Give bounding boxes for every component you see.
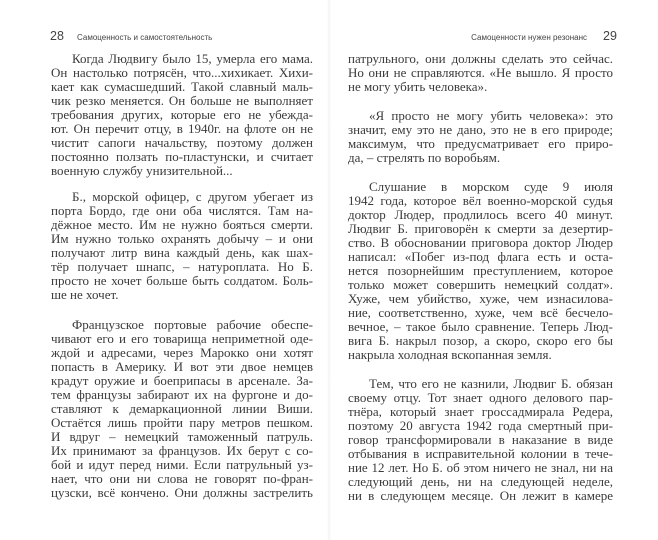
text-line: следующий день, ни на следующей неделе, xyxy=(348,474,613,489)
text-line: Хуже, чем убийство, хуже, чем изнасилова- xyxy=(348,291,613,306)
right-page xyxy=(329,0,658,540)
page-number: 29 xyxy=(603,29,617,43)
text-line: своему отцу. Тот знает одного делового пар- xyxy=(348,390,613,405)
text-line: Остаётся лишь пройти пару метров пешком. xyxy=(51,415,313,430)
text-line: Когда Людвигу было 15, умерла его мама. xyxy=(72,51,313,66)
text-line: поэтому 20 августа 1942 года смертный при- xyxy=(348,418,613,433)
text-line: ют. Он перечит отцу, в 1940г. на флоте он не xyxy=(51,121,313,136)
text-line: военную службу унизительной... xyxy=(51,163,233,178)
page-body xyxy=(51,52,313,512)
text-line: ставляют к демаркационной линии Виши. xyxy=(51,401,313,416)
text-line: Людвиг Б. приговорён к смерти за дезертир- xyxy=(348,221,613,236)
text-line: крадут оружие и боеприпасы в арсенале. За- xyxy=(51,373,313,388)
text-line: бой и идут перед ними. Если патрульный уз- xyxy=(51,457,313,472)
text-line: не могу убить человека». xyxy=(348,79,488,94)
page-header xyxy=(0,29,329,43)
text-line: максимум, что предусматривает его приро- xyxy=(348,136,613,151)
text-line: чистит сапоги начальству, поэтому должен xyxy=(51,135,313,150)
text-line: тем французы забирают их на фургоне и до- xyxy=(51,387,313,402)
text-line: написал: «Побег из-под флага есть и оста- xyxy=(348,249,613,264)
text-line: порта Бордо, где они оба числятся. Там на- xyxy=(51,203,313,218)
text-line: Их принимают за французов. Их берут с со- xyxy=(51,443,313,458)
text-line: Он настолько потрясён, что...хихикает. Хихи- xyxy=(51,65,313,80)
text-line: нется позорнейшим преступлением, которое xyxy=(348,263,613,278)
text-line: ни в следующем месяце. Он лежит в камере xyxy=(348,488,613,503)
paragraph xyxy=(348,180,613,362)
text-line: тёр получает шнапс, – натуроплата. Но Б. xyxy=(51,259,313,274)
text-line: Тем, что его не казнили, Людвиг Б. обязан xyxy=(369,376,613,391)
running-title: Самоценность и самостоятельность xyxy=(77,33,213,42)
text-line: да, – стрелять по воробьям. xyxy=(348,150,501,165)
text-line: говор трансформировали в наказание в виде xyxy=(348,432,613,447)
running-title: Самоценности нужен резонанс xyxy=(471,33,587,42)
text-line: 1942 года, которое вёл военно-морской судья xyxy=(348,193,613,208)
paragraph xyxy=(348,52,613,94)
text-line: ство. В обосновании приговора доктор Людер xyxy=(348,235,613,250)
text-line: ждой и адресами, через Марокко они хотят xyxy=(51,345,313,360)
text-line: чик резко меняется. Он больше не выполняет xyxy=(51,93,313,108)
page-header xyxy=(329,29,658,43)
text-line: ние, соответственно, хуже, чем всё бесчело- xyxy=(348,305,613,320)
text-line: попасть в Америку. И вот эти двое немцев xyxy=(51,359,313,374)
text-line: Слушание в морском суде 9 июля xyxy=(369,179,613,194)
text-line: накрыла холодная вскопанная земля. xyxy=(348,347,552,362)
text-line: Им нужно только охранять добычу – и они xyxy=(51,231,313,246)
text-line: тнёра, который знает гроссадмирала Редера, xyxy=(348,404,613,419)
text-line: значит, ему это не дано, это не в его природе; xyxy=(348,122,613,137)
text-line: вечное, – такое было сравнение. Теперь Люд- xyxy=(348,319,613,334)
text-line: Французское портовые рабочие обеспе- xyxy=(72,317,313,332)
text-line: ние 12 лет. Но Б. об этом ничего не знал, ни на xyxy=(348,460,613,475)
text-line: нает, что они ни слова не говорят по-фран- xyxy=(51,471,313,486)
text-line: Но они не справляются. «Не вышло. Я просто xyxy=(348,65,613,80)
text-line: Б., морской офицер, с другом убегает из xyxy=(72,189,313,204)
text-line: ше не хочет. xyxy=(51,287,119,302)
page-number: 28 xyxy=(50,29,64,43)
text-line: получают литр вина каждый день, как шах- xyxy=(51,245,313,260)
text-line: И вдруг – немецкий таможенный патруль. xyxy=(51,429,313,444)
text-line: просто не хочет больше быть солдатом. Боль- xyxy=(51,273,313,288)
text-line: отбывания в исправительной колонии в тече- xyxy=(348,446,613,461)
paragraph xyxy=(51,190,313,302)
paragraph xyxy=(51,52,313,178)
text-line: постоянно ползать по-пластунски, и считает xyxy=(51,149,313,164)
text-line: требования других, которые его не убежда- xyxy=(51,107,313,122)
text-line: «Я просто не могу убить человека»: это xyxy=(369,108,613,123)
paragraph xyxy=(348,377,613,503)
text-line: вига Б. накрыл позор, а скоро, скоро его бы xyxy=(348,333,613,348)
paragraph xyxy=(51,318,313,500)
text-line: цузски, всё кончено. Они должны застрелить xyxy=(51,485,313,500)
text-line: патрульного, они должны сделать это сейчас. xyxy=(348,51,613,66)
paragraph xyxy=(348,109,613,165)
text-line: чивают его и его товарища неприметной оде- xyxy=(51,331,313,346)
text-line: только может совершить немецкий солдат». xyxy=(348,277,613,292)
text-line: доктор Людер, продлилось всего 40 минут. xyxy=(348,207,613,222)
page-body xyxy=(348,52,613,518)
text-line: дёжное место. Им не нужно бояться смерти. xyxy=(51,217,313,232)
text-line: кает как сумасшедший. Такой славный маль- xyxy=(51,79,313,94)
